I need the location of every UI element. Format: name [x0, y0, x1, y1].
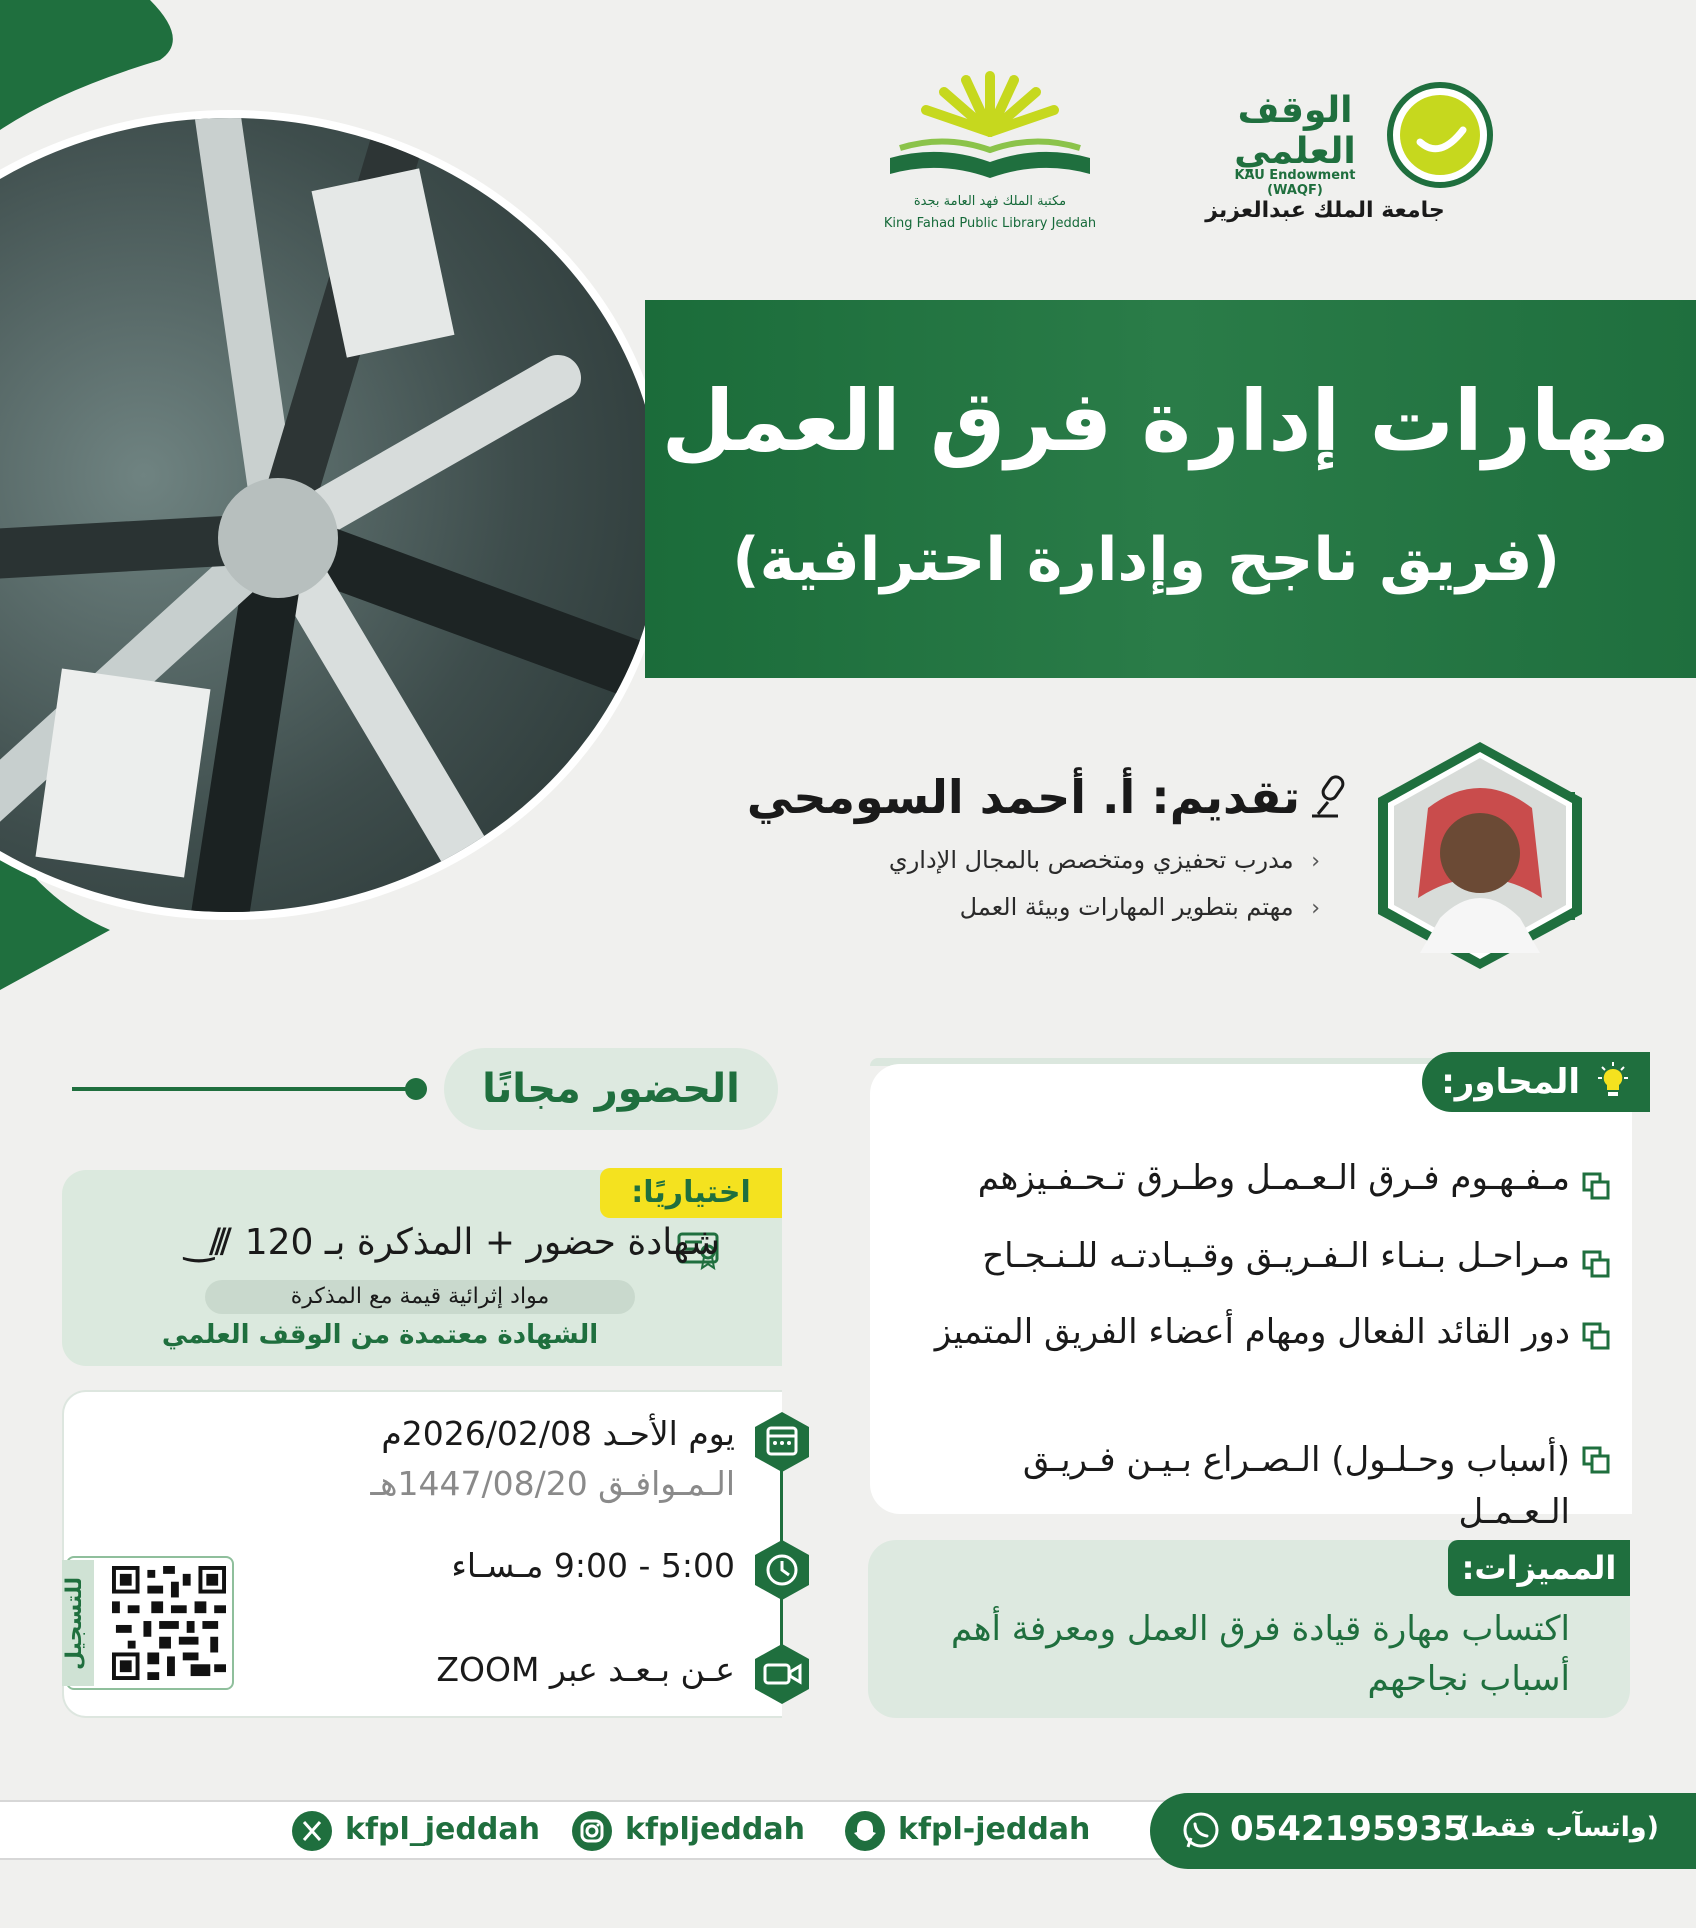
bullet-icon	[1582, 1322, 1610, 1350]
video-camera-icon	[750, 1642, 814, 1706]
divider-dot	[405, 1078, 427, 1100]
bullet-icon	[1582, 1250, 1610, 1278]
event-date-gregorian: يوم الأحـد 2026/02/08م	[381, 1414, 735, 1453]
library-logo	[870, 62, 1110, 242]
chevron-left-icon: ‹	[1311, 896, 1320, 921]
free-attendance-badge: الحضور مجانًا	[444, 1048, 778, 1130]
chevron-left-icon: ‹	[1311, 849, 1320, 874]
bio-text: مدرب تحفيزي ومتخصص بالمجال الإداري	[888, 846, 1294, 874]
axis-item: (أسباب وحـلـول) الـصـراع بـيـن فـريـق الـعـمـل	[1022, 1440, 1570, 1532]
course-subtitle: (فريق ناجح وإدارة احترافية)	[732, 525, 1560, 595]
lightbulb-icon	[1594, 1062, 1632, 1100]
waqf-name-en: KAU Endowment (WAQF)	[1234, 168, 1356, 198]
event-time: 5:00 - 9:00 مـسـاء	[451, 1546, 735, 1585]
materials-note: مواد إثرائية قيمة مع المذكرة	[205, 1280, 635, 1314]
x-handle[interactable]: kfpl_jeddah	[345, 1812, 540, 1847]
instagram-handle[interactable]: kfpljeddah	[625, 1812, 805, 1847]
microphone-icon	[1308, 772, 1356, 820]
register-label: للتسجيل	[62, 1560, 94, 1686]
presenter-bio-item	[700, 846, 1320, 874]
divider-line	[72, 1087, 412, 1091]
presenter-bio-item	[700, 893, 1320, 921]
library-name-en: King Fahad Public Library Jeddah	[883, 216, 1097, 231]
bullet-icon	[1582, 1172, 1610, 1200]
instagram-icon	[572, 1811, 612, 1851]
snapchat-handle[interactable]: kfpl-jeddah	[898, 1812, 1091, 1847]
axis-item: دور القائد الفعال ومهام أعضاء الفريق المتميز	[934, 1312, 1570, 1352]
bullet-icon	[1582, 1446, 1610, 1474]
bio-text: مهتم بتطوير المهارات وبيئة العمل	[959, 893, 1294, 921]
accreditation-note: الشهادة معتمدة من الوقف العلمي	[161, 1320, 599, 1350]
event-platform: عـن بـعـد عبر ZOOM	[436, 1650, 735, 1689]
axis-item: مـراحـل بـنـاء الـفـريـق وقـيـادتـه للـنـجـاح	[982, 1236, 1570, 1276]
presenter-photo	[1370, 738, 1590, 973]
title-banner	[645, 300, 1696, 678]
waqf-logo	[1205, 80, 1505, 240]
optional-tag: اختياريًا:	[600, 1168, 782, 1218]
features-tag: المميزات:	[1448, 1540, 1630, 1596]
axes-tag: المحاور:	[1422, 1052, 1650, 1112]
features-text: اكتساب مهارة قيادة فرق العمل ومعرفة أهم أسباب نجاحهم	[950, 1609, 1570, 1699]
calendar-icon	[750, 1410, 814, 1474]
clock-icon	[750, 1538, 814, 1602]
certificate-offer	[80, 1222, 720, 1264]
whatsapp-icon	[1180, 1810, 1222, 1852]
course-title: مهارات إدارة فرق العمل	[661, 372, 1670, 470]
university-name: جامعة الملك عبدالعزيز	[1205, 198, 1445, 223]
x-icon	[292, 1811, 332, 1851]
snapchat-icon	[845, 1811, 885, 1851]
waqf-name-ar: الوقف العلمي	[1234, 90, 1356, 172]
whatsapp-note: (واتسآب فقط)	[1458, 1812, 1660, 1843]
library-name-ar: مكتبة الملك فهد العامة بجدة	[913, 194, 1067, 209]
event-date-hijri: الـمـوافـق 1447/08/20هـ	[370, 1464, 735, 1503]
presenter-name: تقديم: أ. أحمد السومحي	[746, 770, 1300, 824]
whatsapp-number[interactable]: 0542195935	[1230, 1809, 1467, 1849]
axis-item: مـفـهـوم فـرق الـعـمـل وطـرق تـحـفـيزهم	[977, 1158, 1570, 1198]
certificate-offer-text: شهادة حضور + المذكرة بـ 120	[244, 1222, 720, 1263]
riyal-icon: ⫻‿	[183, 1222, 228, 1263]
